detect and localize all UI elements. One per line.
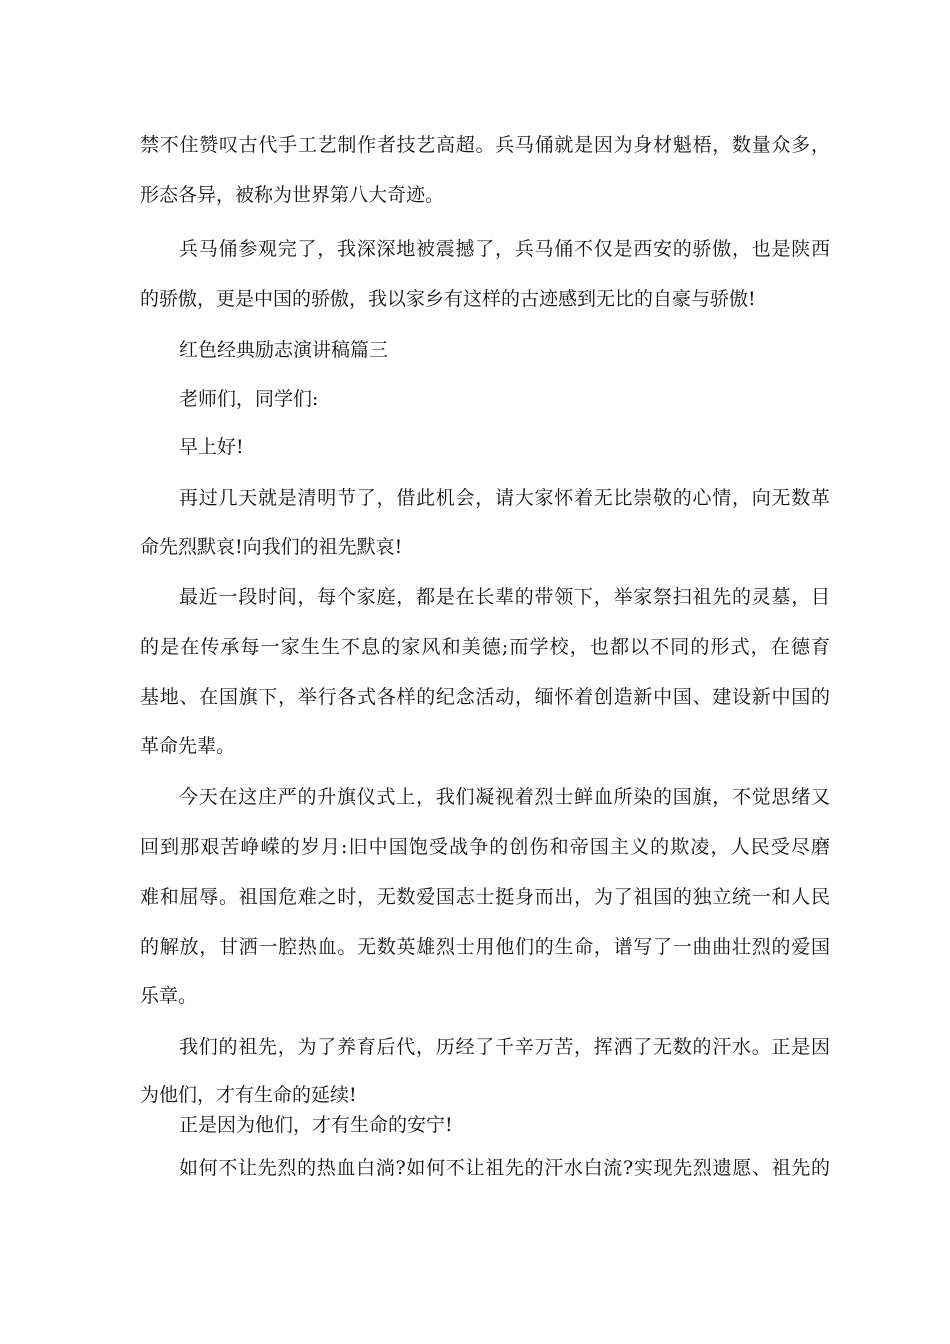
- text-line: 正是因为他们，才有生命的安宁!: [179, 1114, 453, 1136]
- text-line: 基地、在国旗下，举行各式各样的纪念活动，缅怀着创造新中国、建设新中国的: [140, 686, 830, 708]
- salutation: 老师们，同学们:: [179, 388, 319, 410]
- text-line: 的是在传承每一家生生不息的家风和美德;而学校，也都以不同的形式，在德育: [140, 636, 830, 658]
- text-line: 如何不让先烈的热血白淌?如何不让祖先的汗水白流?实现先烈遗愿、祖先的: [179, 1157, 830, 1179]
- text-line: 命先烈默哀!向我们的祖先默哀!: [140, 536, 403, 558]
- text-line: 今天在这庄严的升旗仪式上，我们凝视着烈士鲜血所染的国旗，不觉思绪又: [179, 786, 830, 808]
- text-line: 我们的祖先，为了养育后代，历经了千辛万苦，挥洒了无数的汗水。正是因: [179, 1036, 830, 1058]
- text-line: 为他们，才有生命的延续!: [140, 1084, 357, 1106]
- text-line: 禁不住赞叹古代手工艺制作者技艺高超。兵马俑就是因为身材魁梧，数量众多，: [140, 134, 830, 156]
- text-line: 革命先辈。: [140, 735, 236, 757]
- text-line: 的骄傲，更是中国的骄傲，我以家乡有这样的古迹感到无比的自豪与骄傲!: [140, 288, 756, 310]
- section-heading: 红色经典励志演讲稿篇三: [179, 339, 389, 361]
- text-line: 兵马俑参观完了，我深深地被震撼了，兵马俑不仅是西安的骄傲，也是陕西: [179, 238, 830, 260]
- text-line: 形态各异，被称为世界第八大奇迹。: [140, 184, 445, 206]
- greeting: 早上好!: [179, 436, 244, 458]
- text-line: 难和屈辱。祖国危难之时，无数爱国志士挺身而出，为了祖国的独立统一和人民: [140, 886, 830, 908]
- text-line: 最近一段时间，每个家庭，都是在长辈的带领下，举家祭扫祖先的灵墓，目: [179, 586, 830, 608]
- text-line: 的解放，甘洒一腔热血。无数英雄烈士用他们的生命，谱写了一曲曲壮烈的爱国: [140, 936, 830, 958]
- text-line: 回到那艰苦峥嵘的岁月:旧中国饱受战争的创伤和帝国主义的欺凌，人民受尽磨: [140, 836, 830, 858]
- text-line: 乐章。: [140, 985, 198, 1007]
- text-line: 再过几天就是清明节了，借此机会，请大家怀着无比崇敬的心情，向无数革: [179, 487, 830, 509]
